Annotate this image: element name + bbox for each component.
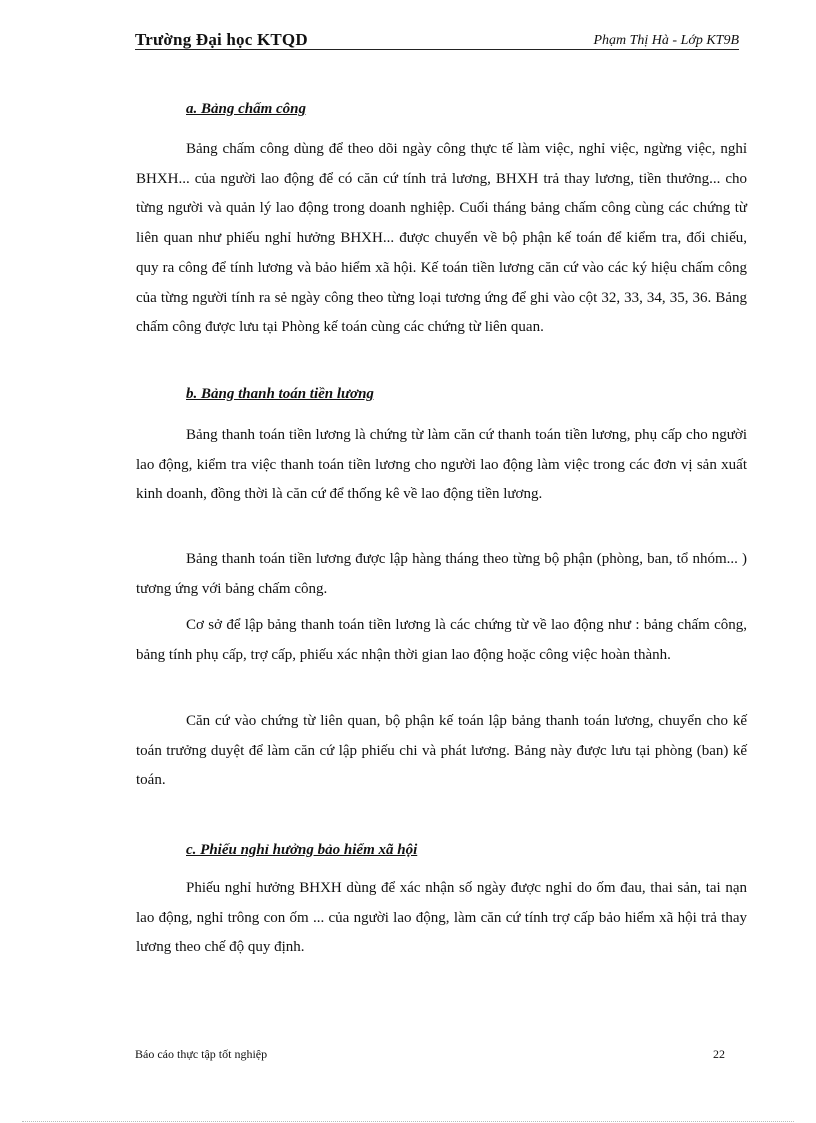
page-bottom-divider bbox=[22, 1121, 794, 1122]
section-a-heading: a. Bảng chấm công bbox=[186, 101, 307, 117]
section-b-paragraph-3: Cơ sở để lập bảng thanh toán tiền lương là các chứng từ về lao động như : bảng chấm công, bảng tính phụ cấp, trợ cấp, phiếu xác nhận thời gian lao động hoặc công việc hoàn thành. bbox=[136, 617, 747, 663]
section-c-heading: c. Phiếu nghỉ hưởng bảo hiểm xã hội bbox=[186, 842, 418, 858]
page-header bbox=[135, 30, 739, 54]
header-author: Phạm Thị Hà - Lớp KT9B bbox=[593, 33, 739, 48]
footer-title: Báo cáo thực tập tốt nghiệp bbox=[135, 1047, 268, 1061]
section-b-paragraph-4: Căn cứ vào chứng từ liên quan, bộ phận kế toán lập bảng thanh toán lương, chuyển cho kế toán trưởng duyệt để làm căn cứ lập phiếu chi và phát lương. Bảng này được lưu tại phòng (ban) kế toán. bbox=[136, 713, 747, 789]
page-number: 22 bbox=[713, 1047, 725, 1061]
header-school: Trường Đại học KTQD bbox=[135, 30, 308, 49]
header-rule bbox=[135, 49, 739, 50]
section-b-paragraph-1: Bảng thanh toán tiền lương là chứng từ làm căn cứ thanh toán tiền lương, phụ cấp cho người lao động, kiểm tra việc thanh toán tiền lương cho người lao động làm việc trong các đơn vị sản xuất kinh doanh, đồng thời là căn cứ để thống kê về lao động tiền lương. bbox=[136, 427, 747, 503]
section-a-paragraph-1: Bảng chấm công dùng để theo dõi ngày công thực tế làm việc, nghỉ việc, ngừng việc, nghỉ BHXH... của người lao động để có căn cứ tính trả lương, BHXH trả thay lương, tiền thưởng... cho từng người và quản lý lao động trong doanh nghiệp. Cuối tháng bảng chấm công cùng các chứng từ liên quan như phiếu nghỉ hưởng BHXH... được chuyển về bộ phận kế toán để kiểm tra, đối chiếu, quy ra công để tính lương và bảo hiểm xã hội. Kế toán tiền lương căn cứ vào các ký hiệu chấm công của từng người tính ra sẻ ngày công theo từng loại tương ứng để ghi vào cột 32, 33, 34, 35, 36. Bảng chấm công được lưu tại Phòng kế toán cùng các chứng từ liên quan. bbox=[136, 141, 747, 336]
section-b-paragraph-2: Bảng thanh toán tiền lương được lập hàng tháng theo từng bộ phận (phòng, ban, tổ nhóm... ) tương ứng với bảng chấm công. bbox=[136, 551, 747, 597]
section-c-paragraph-1: Phiếu nghỉ hưởng BHXH dùng để xác nhận số ngày được nghỉ do ốm đau, thai sản, tai nạn lao động, nghỉ trông con ốm ... của người lao động, làm căn cứ tính trợ cấp bảo hiểm xã hội trả thay lương theo chế độ quy định. bbox=[136, 880, 747, 956]
section-b-heading: b. Bảng thanh toán tiền lương bbox=[186, 386, 374, 402]
